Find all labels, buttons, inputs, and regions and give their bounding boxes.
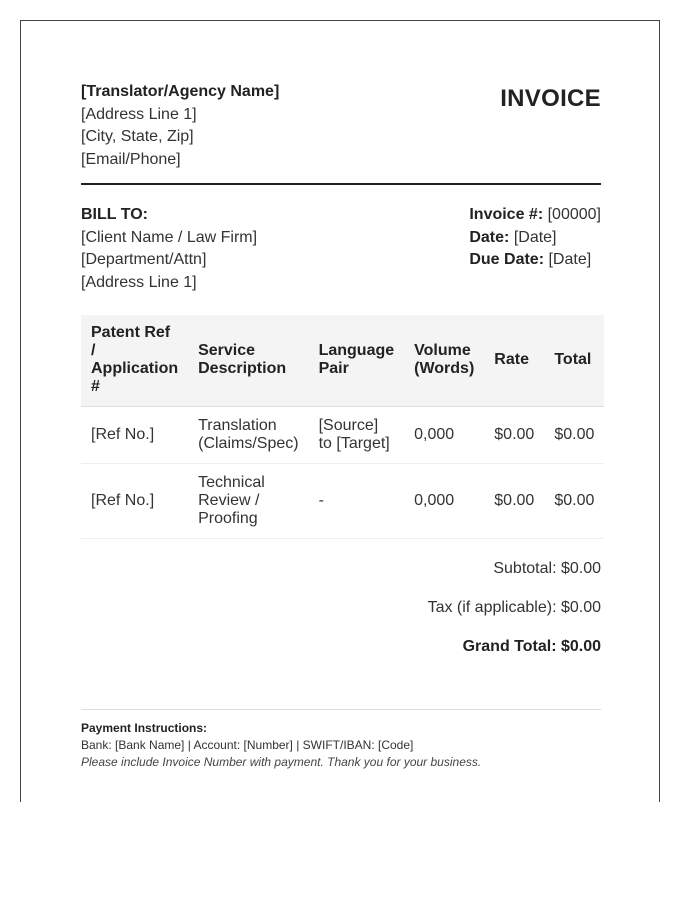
invoice-date-value: [Date] bbox=[513, 228, 557, 246]
cell-service-description: Technical Review / Proofing bbox=[188, 464, 308, 539]
invoice-number-line bbox=[469, 204, 601, 227]
sender-city-state-zip: [City, State, Zip] bbox=[81, 128, 194, 145]
cell-volume: 0,000 bbox=[404, 464, 484, 539]
invoice-number-label: Invoice #: bbox=[469, 206, 544, 223]
table-header-row bbox=[81, 315, 604, 407]
bill-to-address-line-1: [Address Line 1] bbox=[81, 273, 197, 291]
invoice-number-value: [00000] bbox=[547, 206, 601, 223]
subtotal-line: Subtotal: $0.00 bbox=[493, 560, 601, 577]
bill-to-block bbox=[81, 204, 257, 294]
payment-instructions-title: Payment Instructions: bbox=[81, 721, 208, 735]
cell-language-pair: - bbox=[309, 464, 405, 539]
bill-to-label: BILL TO: bbox=[81, 206, 148, 223]
cell-service-description: Translation (Claims/Spec) bbox=[188, 407, 308, 464]
payment-instructions bbox=[81, 709, 601, 771]
due-date-value: [Date] bbox=[548, 251, 592, 268]
bill-to-department: [Department/Attn] bbox=[81, 251, 207, 268]
header-service-description: Service Description bbox=[188, 315, 308, 407]
sender-block bbox=[81, 81, 279, 171]
cell-volume: 0,000 bbox=[404, 407, 484, 464]
due-date-line bbox=[469, 249, 601, 272]
header-patent-ref: Patent Ref / Application # bbox=[81, 315, 188, 407]
table-row bbox=[81, 464, 604, 539]
bill-to-client: [Client Name / Law Firm] bbox=[81, 228, 258, 246]
invoice-title: INVOICE bbox=[500, 85, 601, 112]
header-language-pair: Language Pair bbox=[309, 315, 405, 407]
invoice-page bbox=[20, 20, 660, 802]
totals-block bbox=[81, 559, 601, 656]
cell-rate: $0.00 bbox=[484, 464, 544, 539]
table-row bbox=[81, 407, 604, 464]
grand-total-line: Grand Total: $0.00 bbox=[462, 638, 601, 655]
table-header bbox=[81, 315, 604, 407]
sender-name: [Translator/Agency Name] bbox=[81, 83, 280, 100]
due-date-label: Due Date: bbox=[469, 251, 545, 268]
cell-patent-ref: [Ref No.] bbox=[81, 407, 188, 464]
tax-line: Tax (if applicable): $0.00 bbox=[427, 599, 601, 616]
payment-note: Please include Invoice Number with payment. Thank you for your business. bbox=[81, 755, 482, 769]
header-total: Total bbox=[544, 315, 604, 407]
invoice-date-label: Date: bbox=[469, 228, 510, 246]
cell-patent-ref: [Ref No.] bbox=[81, 464, 188, 539]
invoice-content bbox=[81, 81, 601, 771]
cell-total: $0.00 bbox=[544, 407, 604, 464]
invoice-meta-block bbox=[469, 204, 601, 294]
header-volume: Volume (Words) bbox=[404, 315, 484, 407]
invoice-info-row bbox=[81, 204, 601, 294]
header-rate: Rate bbox=[484, 315, 544, 407]
cell-rate: $0.00 bbox=[484, 407, 544, 464]
cell-language-pair: [Source] to [Target] bbox=[309, 407, 405, 464]
invoice-date-line bbox=[469, 227, 601, 250]
sender-address-line-1: [Address Line 1] bbox=[81, 105, 197, 123]
table-body bbox=[81, 407, 604, 539]
sender-contact: [Email/Phone] bbox=[81, 150, 181, 168]
line-items-table bbox=[81, 315, 604, 539]
cell-total: $0.00 bbox=[544, 464, 604, 539]
bank-details: Bank: [Bank Name] | Account: [Number] | SWIFT/IBAN: [Code] bbox=[81, 738, 414, 752]
invoice-header bbox=[81, 81, 601, 185]
